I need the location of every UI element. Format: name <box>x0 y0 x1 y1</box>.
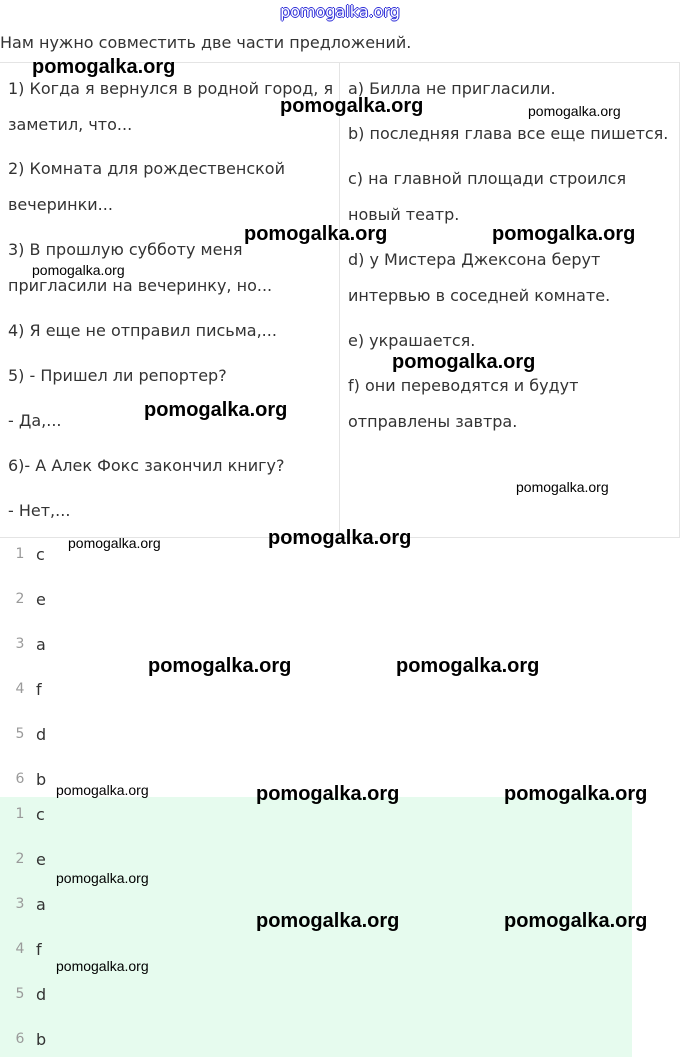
left-line: пригласили на вечеринку, но... <box>8 276 273 295</box>
answer-number: 1 <box>15 546 25 562</box>
watermark: pomogalka.org <box>32 262 125 278</box>
answer-letter: f <box>36 680 42 699</box>
right-line: интервью в соседней комнате. <box>348 286 611 305</box>
column-divider <box>339 63 340 537</box>
watermark: pomogalka.org <box>280 95 424 117</box>
watermark: pomogalka.org <box>56 958 149 974</box>
answer-number: 3 <box>15 896 25 912</box>
watermark: pomogalka.org <box>504 783 648 805</box>
left-line: 4) Я еще не отправил письма,... <box>8 321 277 340</box>
answer-letter: b <box>36 770 47 789</box>
watermark: pomogalka.org <box>244 223 388 245</box>
answer-number: 2 <box>15 591 25 607</box>
answer-letter: f <box>36 940 42 959</box>
answer-row <box>0 669 680 714</box>
right-line: d) у Мистера Джексона берут <box>348 250 601 269</box>
answer-number: 6 <box>15 1031 25 1047</box>
answer-number: 5 <box>15 986 25 1002</box>
left-line: 6)- А Алек Фокс закончил книгу? <box>8 456 285 475</box>
left-line: 2) Комната для рождественской <box>8 159 285 178</box>
highlighted-answer-row <box>0 1019 680 1064</box>
watermark: pomogalka.org <box>516 479 609 495</box>
right-line: новый театр. <box>348 205 460 224</box>
answer-number: 1 <box>15 806 25 822</box>
answer-row <box>0 579 680 624</box>
watermark: pomogalka.org <box>268 527 412 549</box>
site-header-link[interactable]: pomogalka.org <box>280 2 400 21</box>
answer-number: 5 <box>15 726 25 742</box>
right-line: f) они переводятся и будут <box>348 376 579 395</box>
right-line: a) Билла не пригласили. <box>348 79 556 98</box>
left-line: 1) Когда я вернулся в родной город, я <box>8 79 334 98</box>
right-line: b) последняя глава все еще пишется. <box>348 124 669 143</box>
watermark: pomogalka.org <box>528 103 621 119</box>
answer-letter: e <box>36 850 46 869</box>
watermark: pomogalka.org <box>504 910 648 932</box>
left-line: - Да,... <box>8 411 62 430</box>
watermark: pomogalka.org <box>492 223 636 245</box>
left-line: вечеринки... <box>8 195 113 214</box>
task-instruction: Нам нужно совместить две части предложений. <box>0 33 412 52</box>
left-line: 3) В прошлую субботу меня <box>8 240 243 259</box>
answer-letter: b <box>36 1030 47 1049</box>
left-line: - Нет,... <box>8 501 71 520</box>
answer-number: 4 <box>15 941 25 957</box>
answer-row <box>0 714 680 759</box>
answer-row <box>0 624 680 669</box>
answer-letter: c <box>36 805 45 824</box>
right-line: c) на главной площади строился <box>348 169 627 188</box>
left-line: заметил, что... <box>8 115 133 134</box>
watermark: pomogalka.org <box>32 56 176 78</box>
watermark: pomogalka.org <box>396 655 540 677</box>
answer-letter: d <box>36 985 47 1004</box>
answer-letter: a <box>36 895 46 914</box>
watermark: pomogalka.org <box>148 655 292 677</box>
watermark: pomogalka.org <box>144 399 288 421</box>
right-line: отправлены завтра. <box>348 412 518 431</box>
answer-number: 2 <box>15 851 25 867</box>
answer-number: 4 <box>15 681 25 697</box>
watermark: pomogalka.org <box>56 870 149 886</box>
answer-letter: d <box>36 725 47 744</box>
left-line: 5) - Пришел ли репортер? <box>8 366 227 385</box>
right-line: e) украшается. <box>348 331 476 350</box>
matching-table <box>0 62 680 538</box>
answer-number: 3 <box>15 636 25 652</box>
answer-number: 6 <box>15 771 25 787</box>
answer-letter: e <box>36 590 46 609</box>
watermark: pomogalka.org <box>256 783 400 805</box>
answer-letter: c <box>36 545 45 564</box>
watermark: pomogalka.org <box>256 910 400 932</box>
highlighted-answer-row <box>0 974 680 1019</box>
watermark: pomogalka.org <box>392 351 536 373</box>
answer-letter: a <box>36 635 46 654</box>
watermark: pomogalka.org <box>68 535 161 551</box>
watermark: pomogalka.org <box>56 782 149 798</box>
